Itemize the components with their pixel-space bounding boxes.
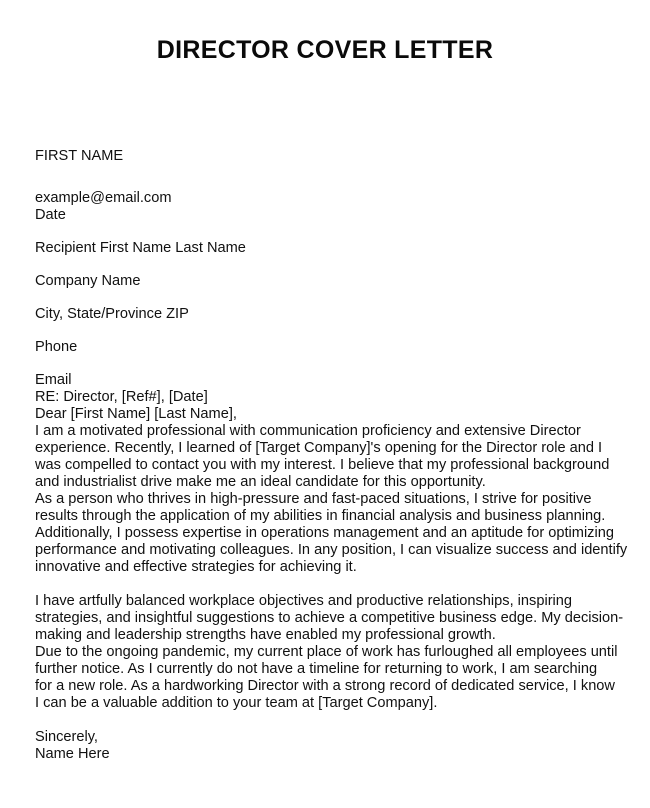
recipient-email: Email — [35, 372, 72, 388]
salutation: Dear [First Name] [Last Name], — [35, 406, 237, 422]
letter-date: Date — [35, 207, 66, 223]
paragraph-1-line: and industrialist drive make me an ideal candidate for this opportunity. — [35, 474, 486, 490]
page-title: DIRECTOR COVER LETTER — [156, 36, 494, 64]
paragraph-2-line: Additionally, I possess expertise in operations management and an aptitude for optimizing — [35, 525, 614, 541]
paragraph-2-line: performance and motivating colleagues. In any position, I can visualize success and identify — [35, 542, 628, 558]
paragraph-1-line: I am a motivated professional with communication proficiency and extensive Director — [35, 423, 581, 439]
paragraph-2-line: As a person who thrives in high-pressure and fast-paced situations, I strive for positive — [35, 491, 592, 507]
sender-name: FIRST NAME — [35, 148, 124, 164]
paragraph-4-line: further notice. As I currently do not have a timeline for returning to work, I am searching — [35, 661, 598, 677]
recipient-company: Company Name — [35, 273, 141, 289]
paragraph-2-line: innovative and effective strategies for achieving it. — [35, 559, 357, 575]
paragraph-4-line: Due to the ongoing pandemic, my current place of work has furloughed all employees until — [35, 644, 618, 660]
recipient-city: City, State/Province ZIP — [35, 306, 189, 322]
paragraph-4-line: for a new role. As a hardworking Director with a strong record of dedicated service, I know — [35, 678, 615, 694]
paragraph-2-line: results through the application of my abilities in financial analysis and business planning. — [35, 508, 606, 524]
recipient-name: Recipient First Name Last Name — [35, 240, 246, 256]
signature-name: Name Here — [35, 746, 110, 762]
paragraph-3-line: I have artfully balanced workplace objectives and productive relationships, inspiring — [35, 593, 573, 609]
closing: Sincerely, — [35, 729, 98, 745]
paragraph-1-line: was compelled to contact you with my interest. I believe that my professional background — [35, 457, 610, 473]
paragraph-1-line: experience. Recently, I learned of [Target Company]'s opening for the Director role and I — [35, 440, 603, 456]
re-line: RE: Director, [Ref#], [Date] — [35, 389, 208, 405]
paragraph-3-line: making and leadership strengths have enabled my professional growth. — [35, 627, 496, 643]
sender-email: example@email.com — [35, 190, 172, 206]
paragraph-4-line: I can be a valuable addition to your team at [Target Company]. — [35, 695, 438, 711]
recipient-phone: Phone — [35, 339, 78, 355]
paragraph-3-line: strategies, and insightful suggestions to achieve a competitive business edge. My decision- — [35, 610, 624, 626]
